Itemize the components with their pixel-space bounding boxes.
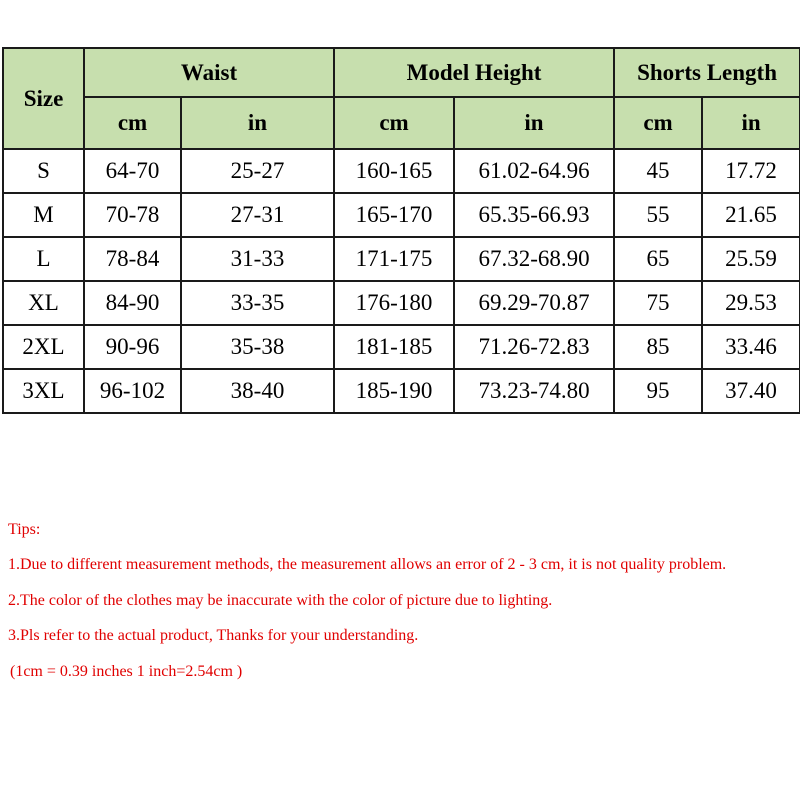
waist-in-cell: 35-38 bbox=[181, 325, 334, 369]
size-cell: XL bbox=[3, 281, 84, 325]
tip-item: 2.The color of the clothes may be inaccurate with the color of picture due to lighting. bbox=[8, 592, 553, 609]
length-in-cell: 33.46 bbox=[702, 325, 800, 369]
table-row bbox=[3, 149, 800, 193]
height-in-cell: 61.02-64.96 bbox=[454, 149, 614, 193]
waist-in-cell: 38-40 bbox=[181, 369, 334, 413]
waist-in-header: in bbox=[181, 97, 334, 149]
table-row bbox=[3, 237, 800, 281]
table-row bbox=[3, 281, 800, 325]
model-height-header: Model Height bbox=[334, 48, 614, 97]
table-row bbox=[3, 369, 800, 413]
height-cm-cell: 171-175 bbox=[334, 237, 454, 281]
size-cell: 3XL bbox=[3, 369, 84, 413]
height-in-cell: 71.26-72.83 bbox=[454, 325, 614, 369]
table-row bbox=[3, 193, 800, 237]
size-chart-table bbox=[2, 47, 800, 414]
length-cm-cell: 75 bbox=[614, 281, 702, 325]
height-in-cell: 65.35-66.93 bbox=[454, 193, 614, 237]
shorts-length-header: Shorts Length bbox=[614, 48, 800, 97]
size-cell: 2XL bbox=[3, 325, 84, 369]
waist-cm-cell: 90-96 bbox=[84, 325, 181, 369]
waist-cm-cell: 64-70 bbox=[84, 149, 181, 193]
height-in-header: in bbox=[454, 97, 614, 149]
waist-cm-cell: 84-90 bbox=[84, 281, 181, 325]
height-cm-cell: 160-165 bbox=[334, 149, 454, 193]
waist-in-cell: 27-31 bbox=[181, 193, 334, 237]
length-in-cell: 25.59 bbox=[702, 237, 800, 281]
waist-cm-cell: 78-84 bbox=[84, 237, 181, 281]
length-cm-cell: 45 bbox=[614, 149, 702, 193]
height-cm-cell: 185-190 bbox=[334, 369, 454, 413]
waist-in-cell: 31-33 bbox=[181, 237, 334, 281]
waist-in-cell: 33-35 bbox=[181, 281, 334, 325]
height-in-cell: 69.29-70.87 bbox=[454, 281, 614, 325]
height-cm-header: cm bbox=[334, 97, 454, 149]
unit-conversion-note: (1cm = 0.39 inches 1 inch=2.54cm ) bbox=[10, 663, 243, 680]
height-cm-cell: 181-185 bbox=[334, 325, 454, 369]
size-cell: S bbox=[3, 149, 84, 193]
waist-cm-cell: 70-78 bbox=[84, 193, 181, 237]
length-in-header: in bbox=[702, 97, 800, 149]
group-header-row bbox=[3, 48, 800, 97]
length-in-cell: 21.65 bbox=[702, 193, 800, 237]
length-in-cell: 17.72 bbox=[702, 149, 800, 193]
size-header: Size bbox=[3, 48, 84, 149]
table-row bbox=[3, 325, 800, 369]
size-cell: M bbox=[3, 193, 84, 237]
waist-in-cell: 25-27 bbox=[181, 149, 334, 193]
length-cm-cell: 55 bbox=[614, 193, 702, 237]
height-in-cell: 73.23-74.80 bbox=[454, 369, 614, 413]
waist-cm-cell: 96-102 bbox=[84, 369, 181, 413]
waist-cm-header: cm bbox=[84, 97, 181, 149]
height-cm-cell: 165-170 bbox=[334, 193, 454, 237]
tip-item: 3.Pls refer to the actual product, Thanks for your understanding. bbox=[8, 627, 419, 644]
length-cm-header: cm bbox=[614, 97, 702, 149]
length-cm-cell: 95 bbox=[614, 369, 702, 413]
length-in-cell: 37.40 bbox=[702, 369, 800, 413]
length-cm-cell: 65 bbox=[614, 237, 702, 281]
tip-item: 1.Due to different measurement methods, the measurement allows an error of 2 - 3 cm, it is not quality problem. bbox=[8, 556, 727, 573]
height-cm-cell: 176-180 bbox=[334, 281, 454, 325]
height-in-cell: 67.32-68.90 bbox=[454, 237, 614, 281]
length-cm-cell: 85 bbox=[614, 325, 702, 369]
size-cell: L bbox=[3, 237, 84, 281]
length-in-cell: 29.53 bbox=[702, 281, 800, 325]
unit-header-row bbox=[3, 97, 800, 149]
waist-header: Waist bbox=[84, 48, 334, 97]
tips-title: Tips: bbox=[8, 521, 41, 538]
